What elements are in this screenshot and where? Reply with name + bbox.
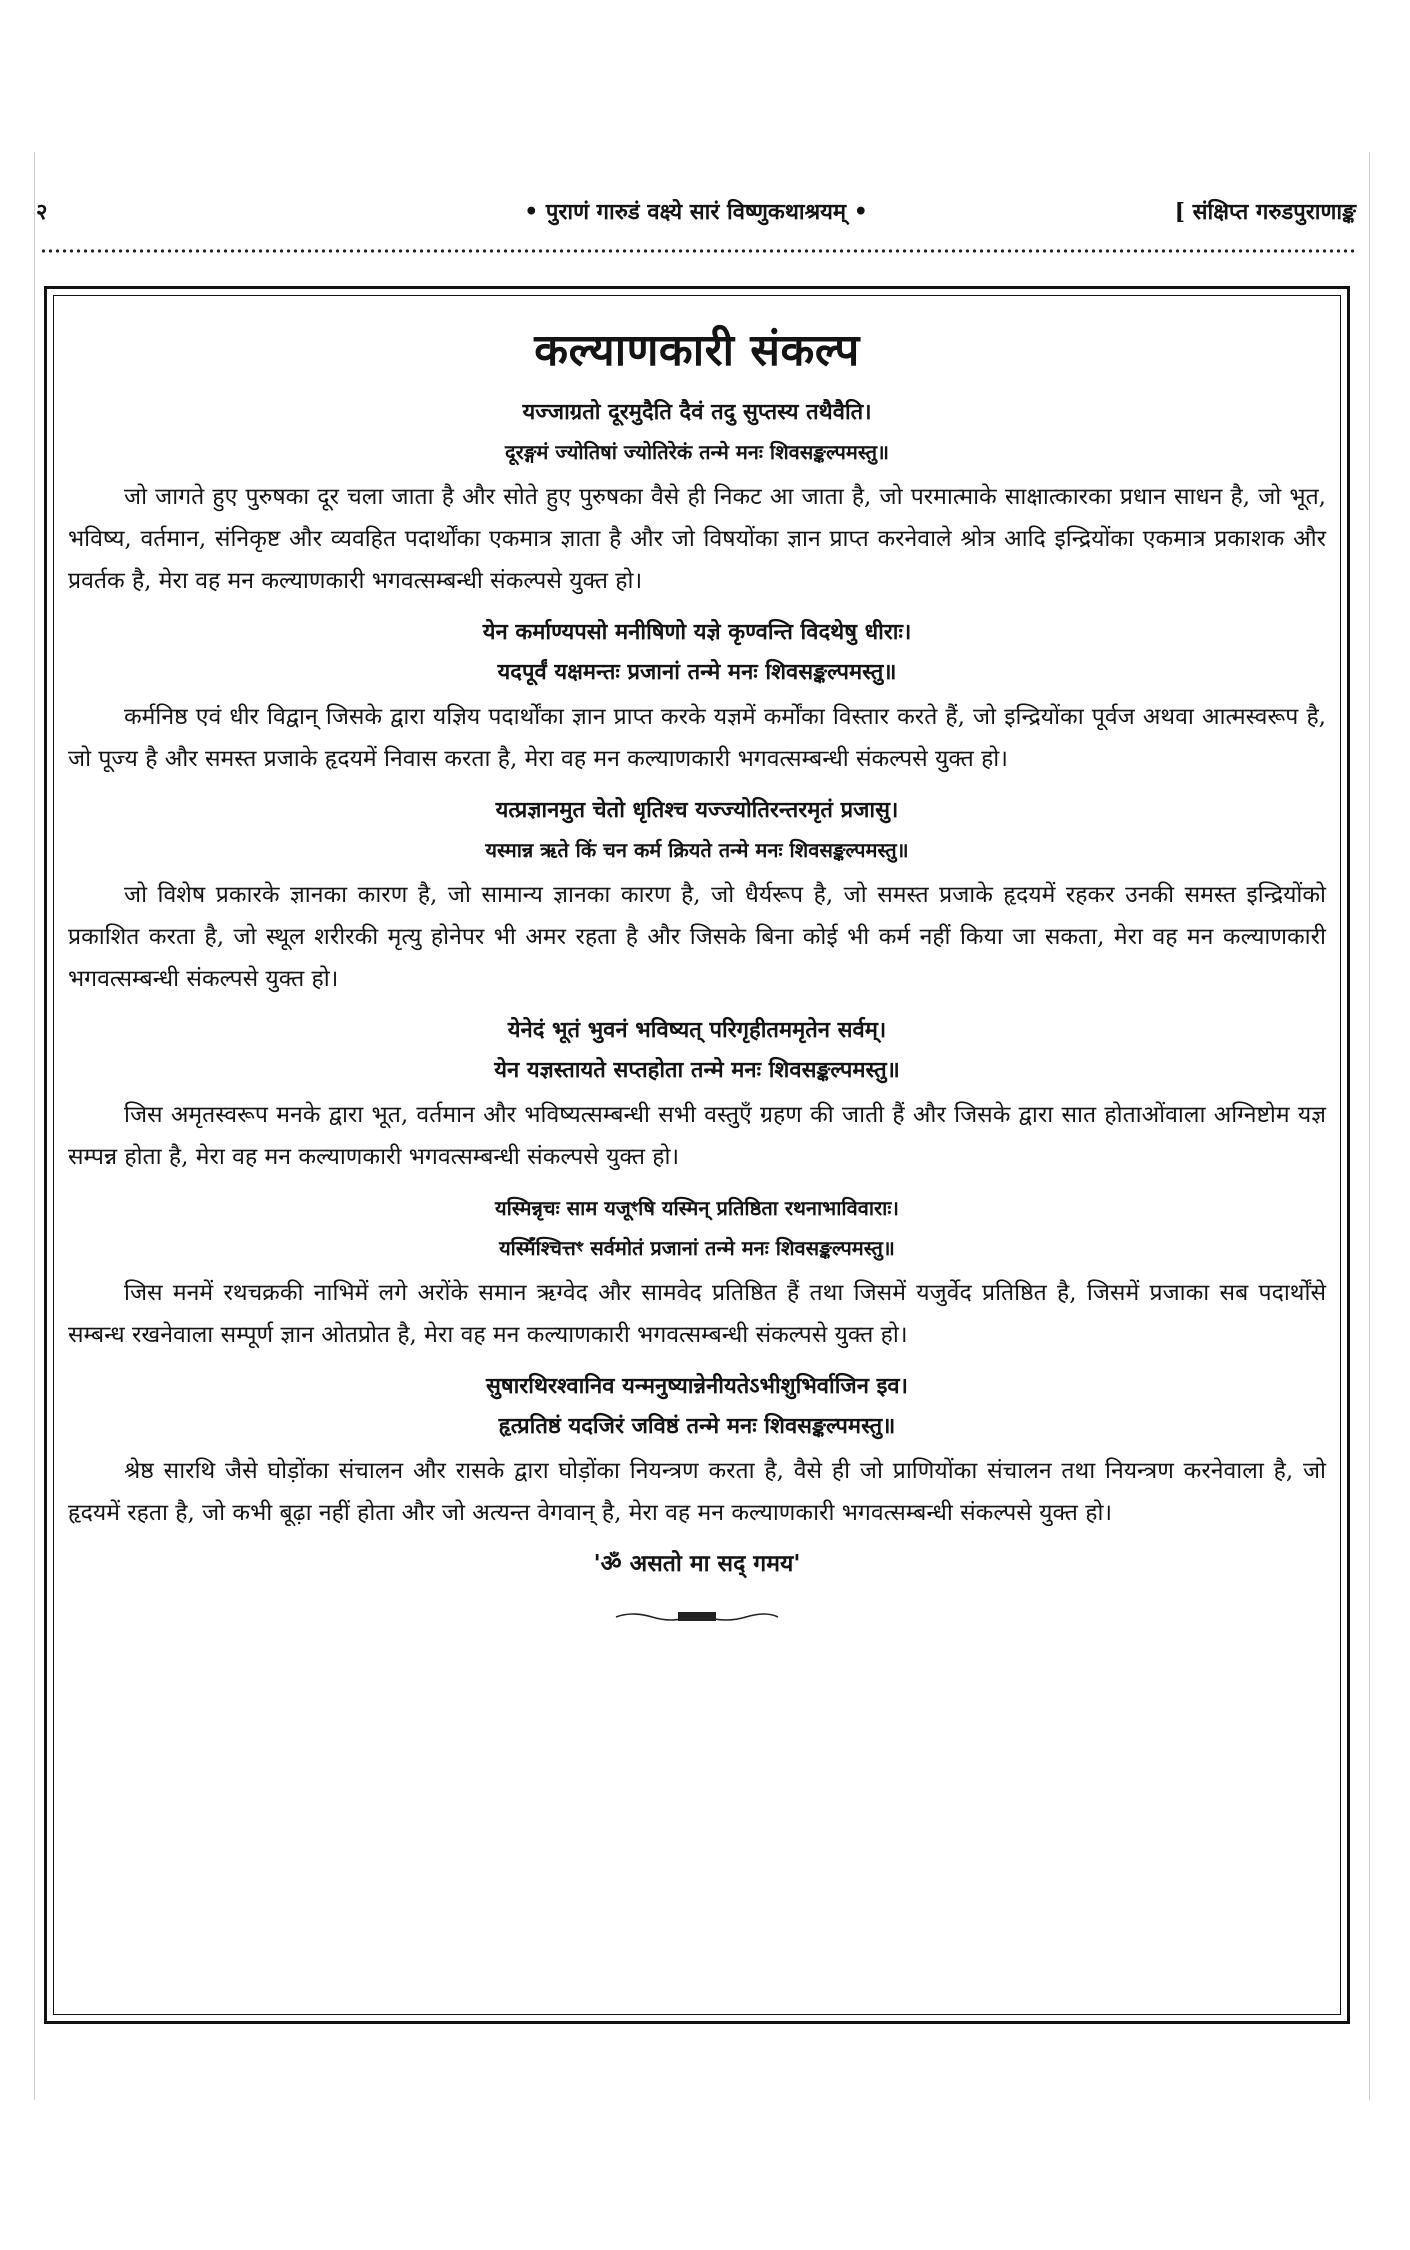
section-1 <box>68 392 1326 602</box>
book-title: [ संक्षिप्त गरुडपुराणाङ्क <box>1174 199 1356 225</box>
page-header <box>36 190 1356 230</box>
verse-line: यदपूर्वं यक्षमन्तः प्रजानां तन्मे मनः शिवसङ्कल्पमस्तु॥ <box>497 659 897 685</box>
verse-meaning: कर्मनिष्ठ एवं धीर विद्वान् जिसके द्वारा यज्ञिय पदार्थोंका ज्ञान प्राप्त करके यज्ञमें कर्मोंका विस्तार करते हैं, जो इन्द्रियोंका पूर्वज अथवा आत्मस्वरूप है, जो पूज्य है और समस्त प्रजाके हृदयमें निवास करता है, मेरा वह मन कल्याणकारी भगवत्सम्बन्धी संकल्पसे युक्त हो। <box>68 704 1326 772</box>
verse-line: हृत्प्रतिष्ठं यदजिरं जविष्ठं तन्मे मनः शिवसङ्कल्पमस्तु॥ <box>498 1413 896 1439</box>
article-heading: कल्याणकारी संकल्प <box>534 325 860 376</box>
verse-line: यज्जाग्रतो दूरमुदैति दैवं तदु सुप्तस्य तथैवैति। <box>522 399 872 425</box>
ornament-divider-icon <box>612 1608 782 1624</box>
verse-line: येन यज्ञस्तायते सप्तहोता तन्मे मनः शिवसङ्कल्पमस्तु॥ <box>494 1057 900 1083</box>
running-title: • पुराणं गारुडं वक्ष्ये सारं विष्णुकथाश्रयम् • <box>524 199 868 225</box>
section-5 <box>68 1188 1326 1356</box>
verse-meaning: श्रेष्ठ सारथि जैसे घोड़ोंका संचालन और रासके द्वारा घोड़ोंका नियन्त्रण करता है, वैसे ही जो प्राणियोंका संचालन तथा नियन्त्रण करनेवाला है, जो हृदयमें रहता है, जो कभी बूढ़ा नहीं होता और जो अत्यन्त वेगवान् है, मेरा वह मन कल्याणकारी भगवत्सम्बन्धी संकल्पसे युक्त हो। <box>68 1458 1326 1526</box>
verse-line: यस्मिँश्चित्तꣳ सर्वमोतं प्रजानां तन्मे मनः शिवसङ्कल्पमस्तु॥ <box>499 1236 895 1260</box>
verse-meaning: जो जागते हुए पुरुषका दूर चला जाता है और सोते हुए पुरुषका वैसे ही निकट आ जाता है, जो परमात्माके साक्षात्कारका प्रधान साधन है, जो भूत, भविष्य, वर्तमान, संनिकृष्ट और व्यवहित पदार्थोंका एकमात्र ज्ञाता है और जो विषयोंका ज्ञान प्राप्त करनेवाले श्रोत्र आदि इन्द्रियोंका एकमात्र प्रकाशक और प्रवर्तक है, मेरा वह मन कल्याणकारी भगवत्सम्बन्धी संकल्पसे युक्त हो। <box>68 484 1326 594</box>
verse-line: यस्मान्न ऋते किं चन कर्म क्रियते तन्मे मनः शिवसङ्कल्पमस्तु॥ <box>485 838 909 862</box>
verse-meaning: जो विशेष प्रकारके ज्ञानका कारण है, जो सामान्य ज्ञानका कारण है, जो धैर्यरूप है, जो समस्त प्रजाके हृदयमें रहकर उनकी समस्त इन्द्रियोंको प्रकाशित करता है, जो स्थूल शरीरकी मृत्यु होनेपर भी अमर रहता है और जिसके बिना कोई भी कर्म नहीं किया जा सकता, मेरा वह मन कल्याणकारी भगवत्सम्बन्धी संकल्पसे युक्त हो। <box>68 882 1326 992</box>
article-body <box>68 318 1326 1624</box>
section-4 <box>68 1010 1326 1178</box>
section-6 <box>68 1366 1326 1534</box>
section-2 <box>68 612 1326 780</box>
verse-meaning: जिस मनमें रथचक्रकी नाभिमें लगे अरोंके समान ऋग्वेद और सामवेद प्रतिष्ठित हैं तथा जिसमें यजुर्वेद प्रतिष्ठित है, जिसमें प्रजाका सब पदार्थोंसे सम्बन्ध रखनेवाला सम्पूर्ण ज्ञान ओतप्रोत है, मेरा वह मन कल्याणकारी भगवत्सम्बन्धी संकल्पसे युक्त हो। <box>68 1280 1326 1348</box>
section-3 <box>68 790 1326 1000</box>
verse-meaning: जिस अमृतस्वरूप मनके द्वारा भूत, वर्तमान और भविष्यत्सम्बन्धी सभी वस्तुएँ ग्रहण की जाती हैं और जिसके द्वारा सात होताओंवाला अग्निष्टोम यज्ञ सम्पन्न होता है, मेरा वह मन कल्याणकारी भगवत्सम्बन्धी संकल्पसे युक्त हो। <box>68 1102 1326 1170</box>
verse-line: यस्मिन्नृचः साम यजूꣳषि यस्मिन् प्रतिष्ठिता रथनाभाविवाराः। <box>495 1196 899 1220</box>
dotted-divider <box>40 247 1358 255</box>
closing-mantra: 'ॐ असतो मा सद् गमय' <box>593 1550 801 1577</box>
verse-line: येनेदं भूतं भुवनं भविष्यत् परिगृहीतममृतेन सर्वम्। <box>507 1017 887 1043</box>
page-number: २ <box>36 199 48 225</box>
verse-line: सुषारथिरश्वानिव यन्मनुष्यान्नेनीयतेऽभीशुभिर्वाजिन इव। <box>485 1373 908 1399</box>
verse-line: दूरङ्गमं ज्योतिषां ज्योतिरेकं तन्मे मनः शिवसङ्कल्पमस्तु॥ <box>504 440 890 464</box>
verse-line: येन कर्माण्यपसो मनीषिणो यज्ञे कृण्वन्ति विदथेषु धीराः। <box>482 619 912 645</box>
verse-line: यत्प्रज्ञानमुत चेतो धृतिश्च यज्ज्योतिरन्तरमृतं प्रजासु। <box>495 797 899 823</box>
